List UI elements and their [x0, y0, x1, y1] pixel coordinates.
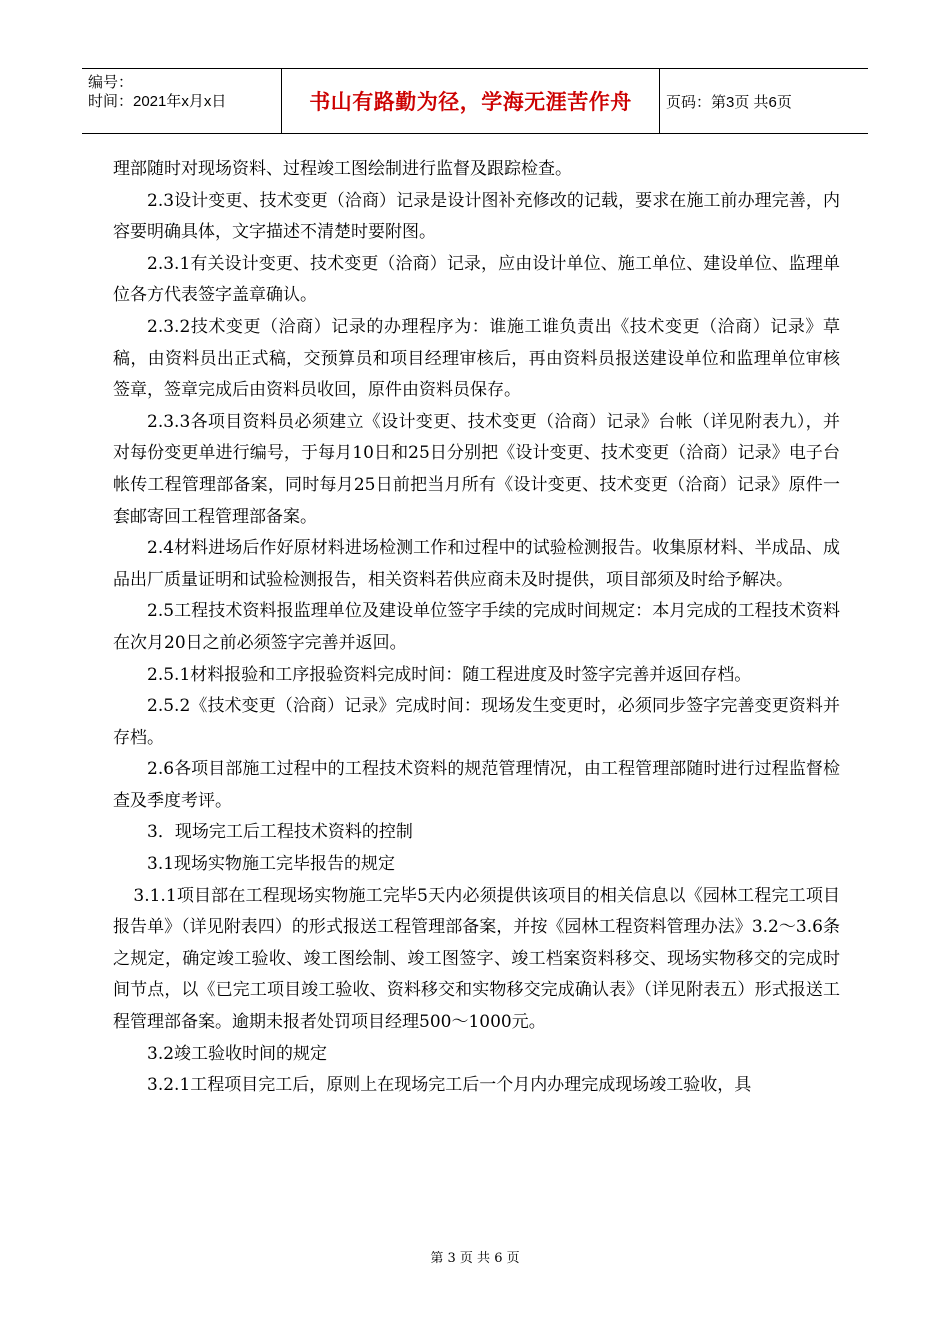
- document-header: [82, 68, 868, 134]
- page-footer: [0, 1247, 950, 1266]
- header-page-label: 页码：第3页 共6页: [666, 93, 792, 111]
- paragraph-14: 3.2.1工程项目完工后，原则上在现场完工后一个月内办理完成现场竣工验收，具: [147, 1075, 752, 1096]
- code-label: 编号：: [88, 74, 134, 91]
- paragraph-3: 2.3.2技术变更（洽商）记录的办理程序为：谁施工谁负责出《技术变更（洽商）记录》草稿，由资料员出正式稿，交预算员和项目经理审核后，再由资料员报送建设单位和监理单位审核签章，签章完成后由资料员收回，原件由资料员保存。: [113, 316, 840, 401]
- subsection-heading-3-2: 3.2竣工验收时间的规定: [147, 1043, 328, 1064]
- header-motto: 书山有路勤为径，学海无涯苦作舟: [282, 69, 660, 133]
- document-body: [113, 154, 840, 1102]
- paragraph-0: 理部随时对现场资料、过程竣工图绘制进行监督及跟踪检查。: [113, 159, 572, 179]
- paragraph-9: 2.6各项目部施工过程中的工程技术资料的规范管理情况，由工程管理部随时进行过程监督检查及季度考评。: [113, 759, 840, 811]
- footer-page-number: 第 3 页 共 6 页: [430, 1251, 520, 1266]
- paragraph-5: 2.4材料进场后作好原材料进场检测工作和过程中的试验检测报告。收集原材料、半成品、成品出厂质量证明和试验检测报告，相关资料若供应商未及时提供，项目部须及时给予解决。: [113, 538, 840, 590]
- paragraph-8: 2.5.2《技术变更（洽商）记录》完成时间：现场发生变更时，必须同步签字完善变更资料并存档。: [113, 696, 840, 748]
- paragraph-2: 2.3.1有关设计变更、技术变更（洽商）记录，应由设计单位、施工单位、建设单位、监理单位各方代表签字盖章确认。: [113, 253, 840, 306]
- paragraph-6: 2.5工程技术资料报监理单位及建设单位签字手续的完成时间规定：本月完成的工程技术资料在次月20日之前必须签字完善并返回。: [113, 601, 840, 653]
- subsection-heading-3-1: 3.1现场实物施工完毕报告的规定: [147, 854, 396, 875]
- paragraph-7: 2.5.1材料报验和工序报验资料完成时间：随工程进度及时签字完善并返回存档。: [147, 664, 752, 685]
- paragraph-4: 2.3.3各项目资料员必须建立《设计变更、技术变更（洽商）记录》台帐（详见附表九），并对每份变更单进行编号，于每月10日和25日分别把《设计变更、技术变更（洽商）记录》电子台帐传工程管理部备案，同时每月25日前把当月所有《设计变更、技术变更（洽商）记录》原件一套邮寄回工程管理部备案。: [113, 411, 840, 527]
- section-heading-3: 3．现场完工后工程技术资料的控制: [147, 822, 413, 843]
- date-label: 时间：2021年x月x日: [88, 93, 227, 110]
- paragraph-1: 2.3设计变更、技术变更（洽商）记录是设计图补充修改的记载，要求在施工前办理完善，内容要明确具体，文字描述不清楚时要附图。: [113, 190, 840, 243]
- paragraph-12: 3.1.1项目部在工程现场实物施工完毕5天内必须提供该项目的相关信息以《园林工程完工项目报告单》（详见附表四）的形式报送工程管理部备案，并按《园林工程资料管理办法》3.2～3.6条之规定，确定竣工验收、竣工图绘制、竣工图签字、竣工档案资料移交、现场实物移交的完成时间节点，以《已完工项目竣工验收、资料移交和实物移交完成确认表》（详见附表五）形式报送工程管理部备案。逾期未报者处罚项目经理500～1000元。: [113, 885, 840, 1033]
- header-meta-cell: [82, 69, 282, 133]
